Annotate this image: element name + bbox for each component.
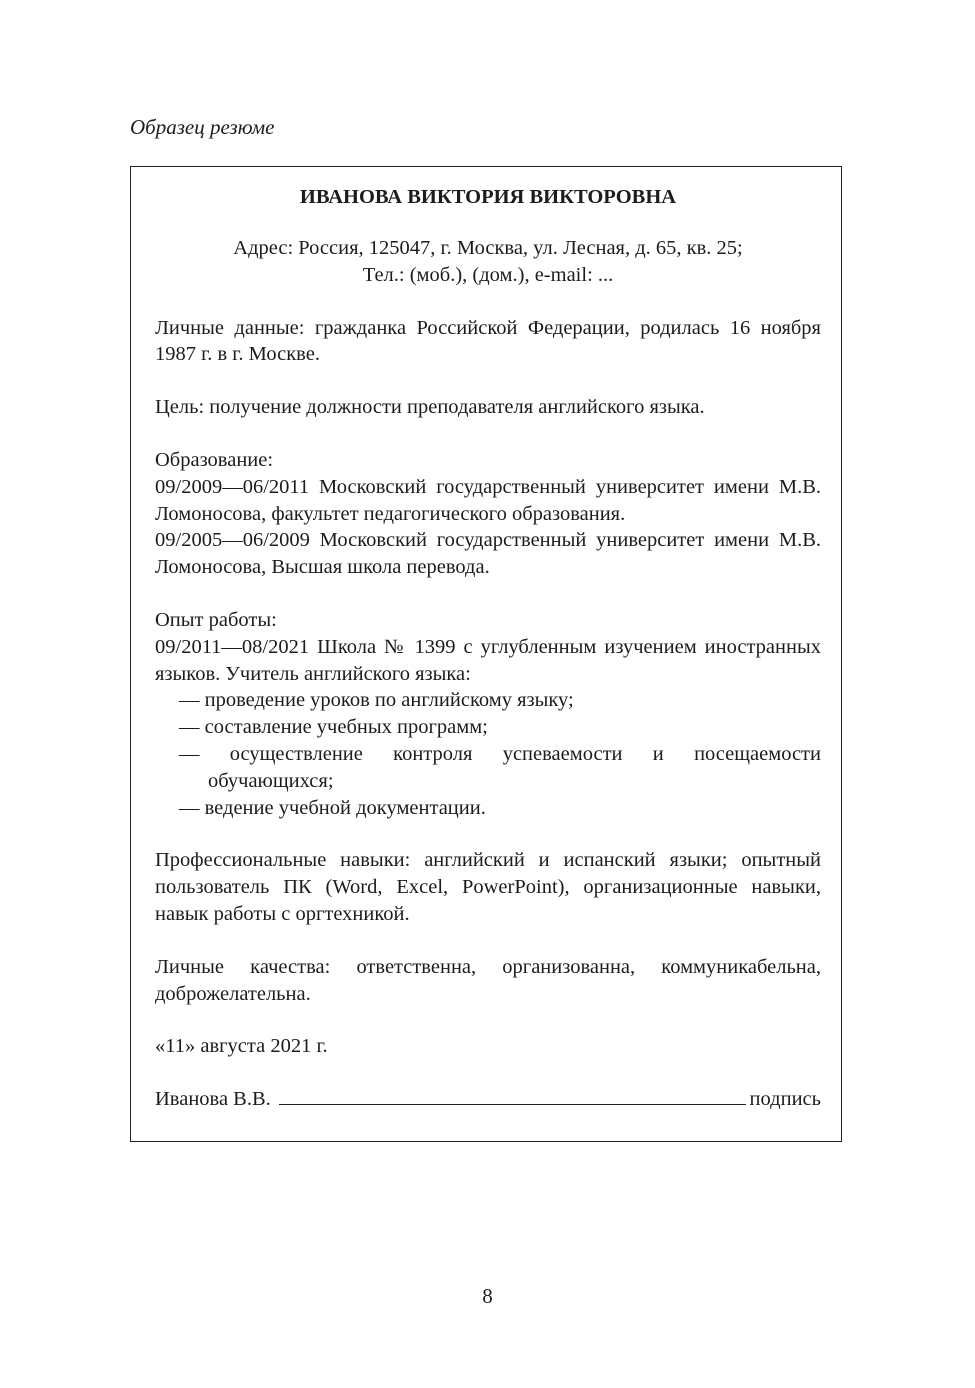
address-line: Адрес: Россия, 125047, г. Москва, ул. Лесная, д. 65, кв. 25;: [233, 237, 743, 259]
experience-section: [155, 607, 821, 821]
signer-name: Иванова В.В.: [155, 1088, 271, 1111]
resume-frame: [130, 166, 842, 1142]
document-caption: Образец резюме: [130, 115, 275, 139]
duty-item: — осуществление контроля успеваемости и посещаемости обучающихся;: [179, 742, 821, 792]
education-item: 09/2005—06/2009 Московский государственный университет имени М.В. Ломоносова, Высшая школа перевода.: [155, 529, 821, 579]
personal-qualities: Личные качества: ответственна, организованна, коммуникабельна, доброжелательна.: [155, 955, 821, 1005]
contacts-line: Тел.: (моб.), (дом.), e-mail: ...: [362, 263, 614, 286]
duty-item: — составление учебных программ;: [179, 716, 488, 739]
professional-skills: Профессиональные навыки: английский и испанский языки; опытный пользователь ПК (Word, Excel, PowerPoint), организационные навыки, навык работы с оргтехникой.: [155, 849, 821, 925]
education-heading: Образование:: [155, 448, 274, 471]
experience-heading: Опыт работы:: [155, 608, 277, 631]
duty-item: — ведение учебной документации.: [179, 796, 486, 819]
experience-entry: 09/2011—08/2021 Школа № 1399 с углубленным изучением иностранных языков. Учитель английского языка:: [155, 635, 821, 685]
education-section: [155, 447, 821, 581]
duties-list: [155, 687, 821, 821]
signature-label: подпись: [749, 1088, 821, 1111]
personal-data: Личные данные: гражданка Российской Федерации, родилась 16 ноября 1987 г. в г. Москве.: [155, 316, 821, 366]
goal: Цель: получение должности преподавателя английского языка.: [155, 396, 705, 419]
page-number: 8: [482, 1284, 493, 1308]
resume-content: [155, 167, 821, 1113]
signature-line: [279, 1086, 746, 1105]
resume-date: «11» августа 2021 г.: [155, 1035, 328, 1058]
signature-row: [155, 1086, 821, 1113]
address-block: [155, 235, 821, 289]
resume-name: ИВАНОВА ВИКТОРИЯ ВИКТОРОВНА: [299, 186, 677, 208]
duty-item: — проведение уроков по английскому языку;: [179, 689, 574, 712]
education-item: 09/2009—06/2011 Московский государственный университет имени М.В. Ломоносова, факультет педагогического образования.: [155, 475, 821, 525]
